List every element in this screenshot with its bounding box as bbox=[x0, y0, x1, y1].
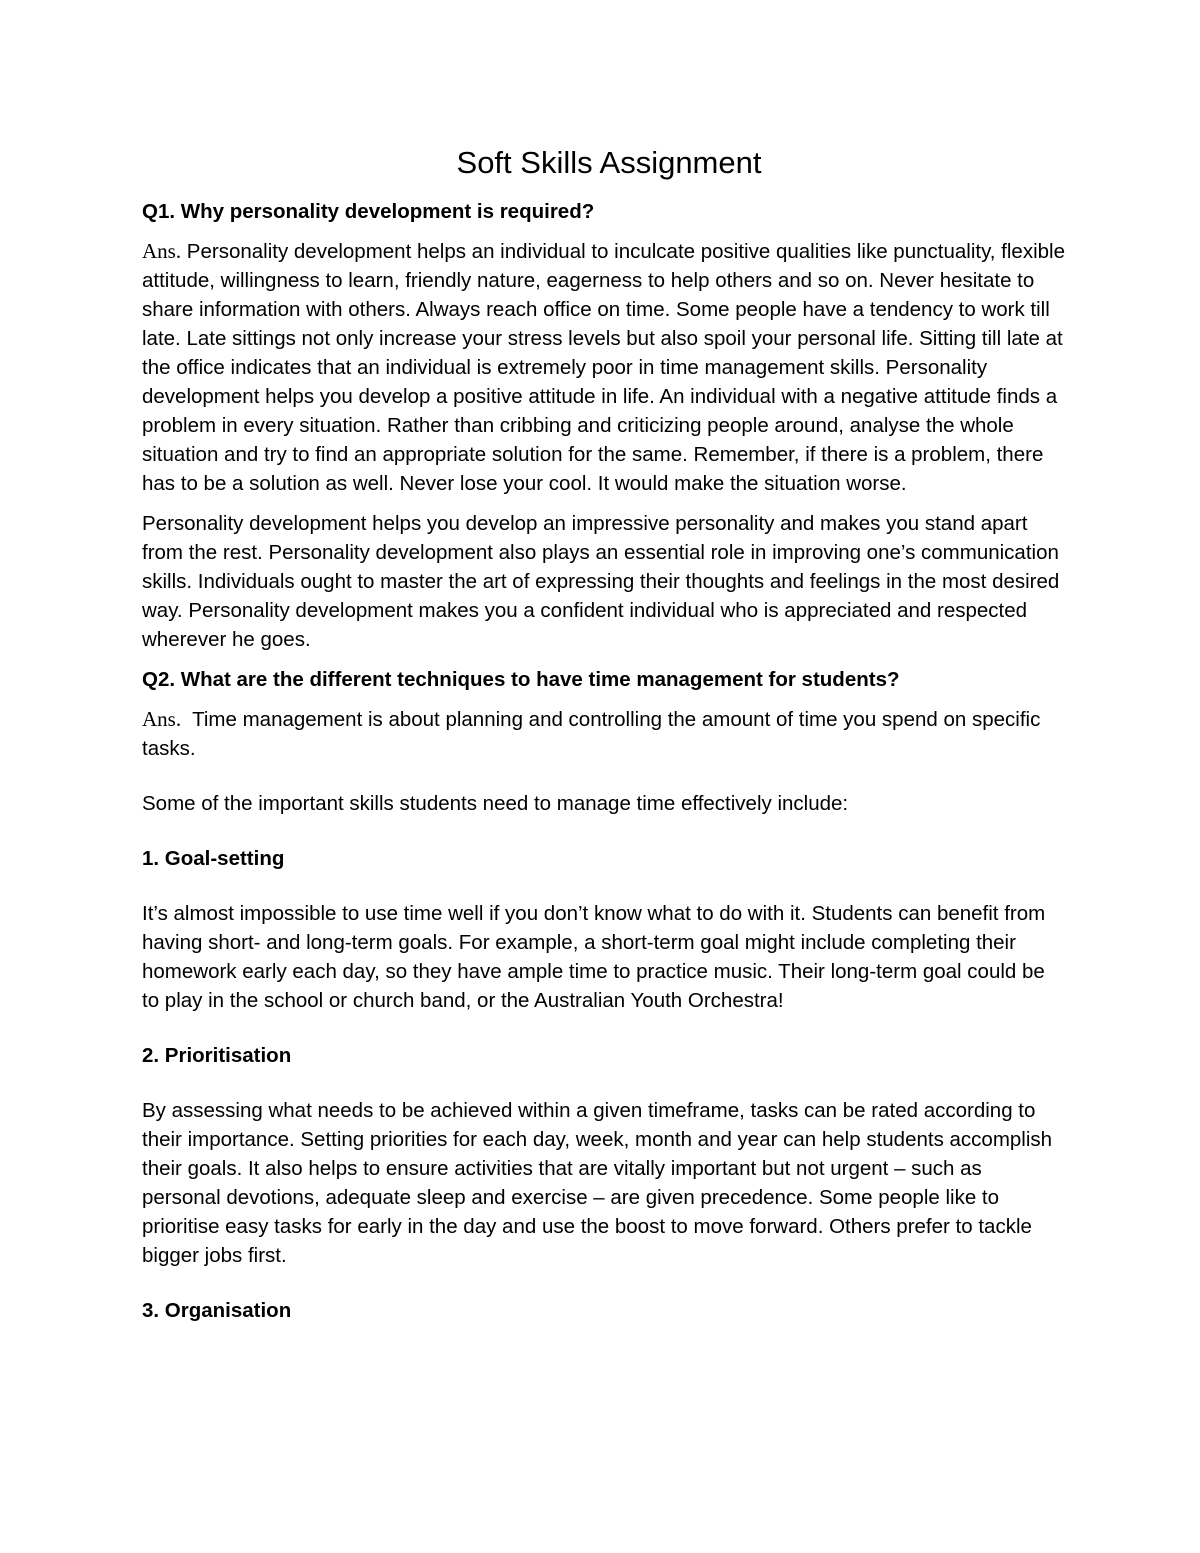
skills-intro: Some of the important skills students need to manage time effectively include: bbox=[142, 792, 849, 815]
skill-heading-prioritisation: 2. Prioritisation bbox=[142, 1044, 292, 1067]
skill-body-prioritisation: By assessing what needs to be achieved within a given timeframe, tasks can be rated according to their importance. Setting priorities for each day, week, month and year can help students accomplish their goals. It also helps to ensure activities that are vitally important but not urgent – such as personal devotions, adequate sleep and exercise – are given precedence. Some people like to prioritise easy tasks for early in the day and use the boost to move forward. Others prefer to tackle bigger jobs first. bbox=[142, 1099, 1053, 1267]
q1-answer-label: Ans. bbox=[142, 239, 182, 263]
q1-answer-paragraph-2: Personality development helps you develop an impressive personality and makes you stand apart from the rest. Personality development also plays an essential role in improving one’s communication skills. Individuals ought to master the art of expressing their thoughts and feelings in the most desired way. Personality development makes you a confident individual who is appreciated and respected wherever he goes. bbox=[142, 512, 1060, 651]
q2-answer-text: Time management is about planning and controlling the amount of time you spend on specific tasks. bbox=[142, 708, 1047, 760]
q1-answer-text: Personality development helps an individual to inculcate positive qualities like punctuality, flexible attitude, willingness to learn, friendly nature, eagerness to help others and so on. Never hesitate to share information with others. Always reach office on time. Some people have a tendency to work till late. Late sittings not only increase your stress levels but also spoil your personal life. Sitting till late at the office indicates that an individual is extremely poor in time management skills. Personality development helps you develop a positive attitude in life. An individual with a negative attitude finds a problem in every situation. Rather than cribbing and criticizing people around, analyse the whole situation and try to find an appropriate solution for the same. Remember, if there is a problem, there has to be a solution as well. Never lose your cool. It would make the situation worse. bbox=[142, 240, 1065, 495]
q1-question: Q1. Why personality development is required? bbox=[142, 200, 595, 223]
q2-question: Q2. What are the different techniques to have time management for students? bbox=[142, 668, 900, 691]
skill-body-goal-setting: It’s almost impossible to use time well if you don’t know what to do with it. Students can benefit from having short- and long-term goals. For example, a short-term goal might include completing their homework early each day, so they have ample time to practice music. Their long-term goal could be to play in the school or church band, or the Australian Youth Orchestra! bbox=[142, 902, 1046, 1012]
document-title: Soft Skills Assignment bbox=[456, 145, 762, 180]
skill-heading-organisation: 3. Organisation bbox=[142, 1299, 292, 1322]
q2-answer-label: Ans. bbox=[142, 707, 182, 731]
skill-heading-goal-setting: 1. Goal-setting bbox=[142, 847, 285, 870]
q1-answer-paragraph-1 bbox=[142, 237, 1066, 498]
q2-answer-intro bbox=[142, 705, 1066, 763]
